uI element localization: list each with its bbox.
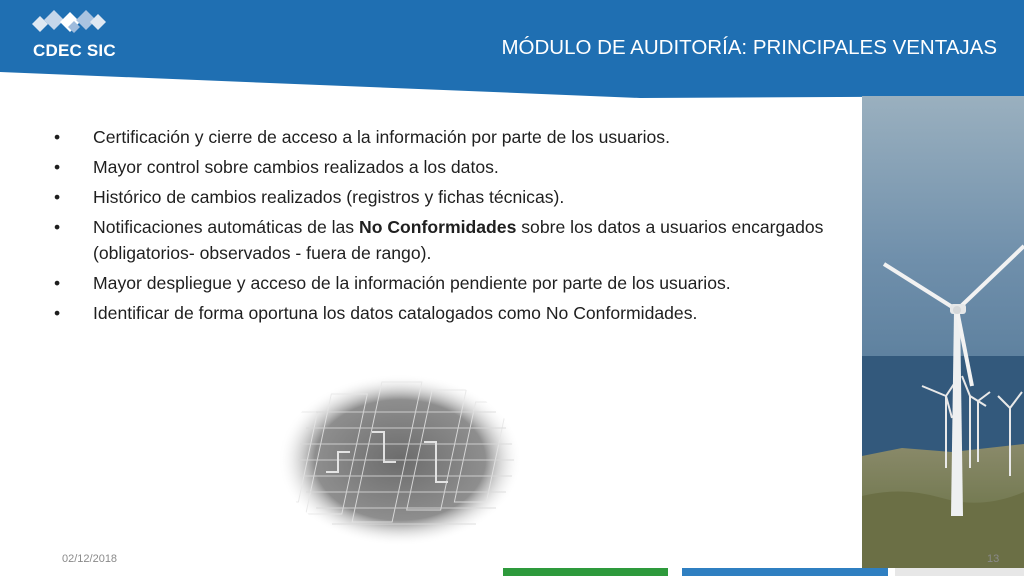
footer-bar-grey: [895, 568, 1024, 576]
list-item-text-post: sobre los datos a usuarios encargados (obligatorios- observados - fuera de rango).: [93, 217, 824, 263]
list-item-text: Mayor despliegue y acceso de la información pendiente por parte de los usuarios.: [93, 273, 731, 293]
footer-bar-blue: [682, 568, 888, 576]
list-item-text: Mayor control sobre cambios realizados a los datos.: [93, 157, 499, 177]
list-item-text: Histórico de cambios realizados (registros y fichas técnicas).: [93, 187, 565, 207]
bullet-icon: •: [54, 187, 61, 207]
logo-text: CDEC SIC: [33, 41, 116, 60]
list-item: [54, 300, 844, 326]
advantages-list: [54, 124, 844, 330]
cdec-logo-icon: [30, 9, 108, 39]
list-item: [54, 270, 844, 296]
wind-turbines-photo: [862, 96, 1024, 568]
footer-bar-green: [503, 568, 668, 576]
list-item: [54, 124, 844, 150]
footer-date: 02/12/2018: [62, 553, 118, 565]
list-item-text-bold: No Conformidades: [359, 217, 517, 237]
database-schema-image: [276, 372, 524, 548]
bullet-icon: •: [54, 127, 61, 147]
list-item-text: Certificación y cierre de acceso a la información por parte de los usuarios.: [93, 127, 670, 147]
list-item-text: Identificar de forma oportuna los datos catalogados como No Conformidades.: [93, 303, 698, 323]
bullet-icon: •: [54, 157, 61, 177]
list-item: [54, 214, 844, 266]
list-item: [54, 184, 844, 210]
list-item: [54, 154, 844, 180]
slide-title: MÓDULO DE AUDITORÍA: PRINCIPALES VENTAJAS: [501, 36, 997, 59]
header-band: [0, 0, 1024, 100]
page-number: 13: [987, 553, 1000, 565]
bullet-icon: •: [54, 217, 61, 237]
bullet-icon: •: [54, 273, 61, 293]
list-item-text-pre: Notificaciones automáticas de las: [93, 217, 359, 237]
bullet-icon: •: [54, 303, 61, 323]
